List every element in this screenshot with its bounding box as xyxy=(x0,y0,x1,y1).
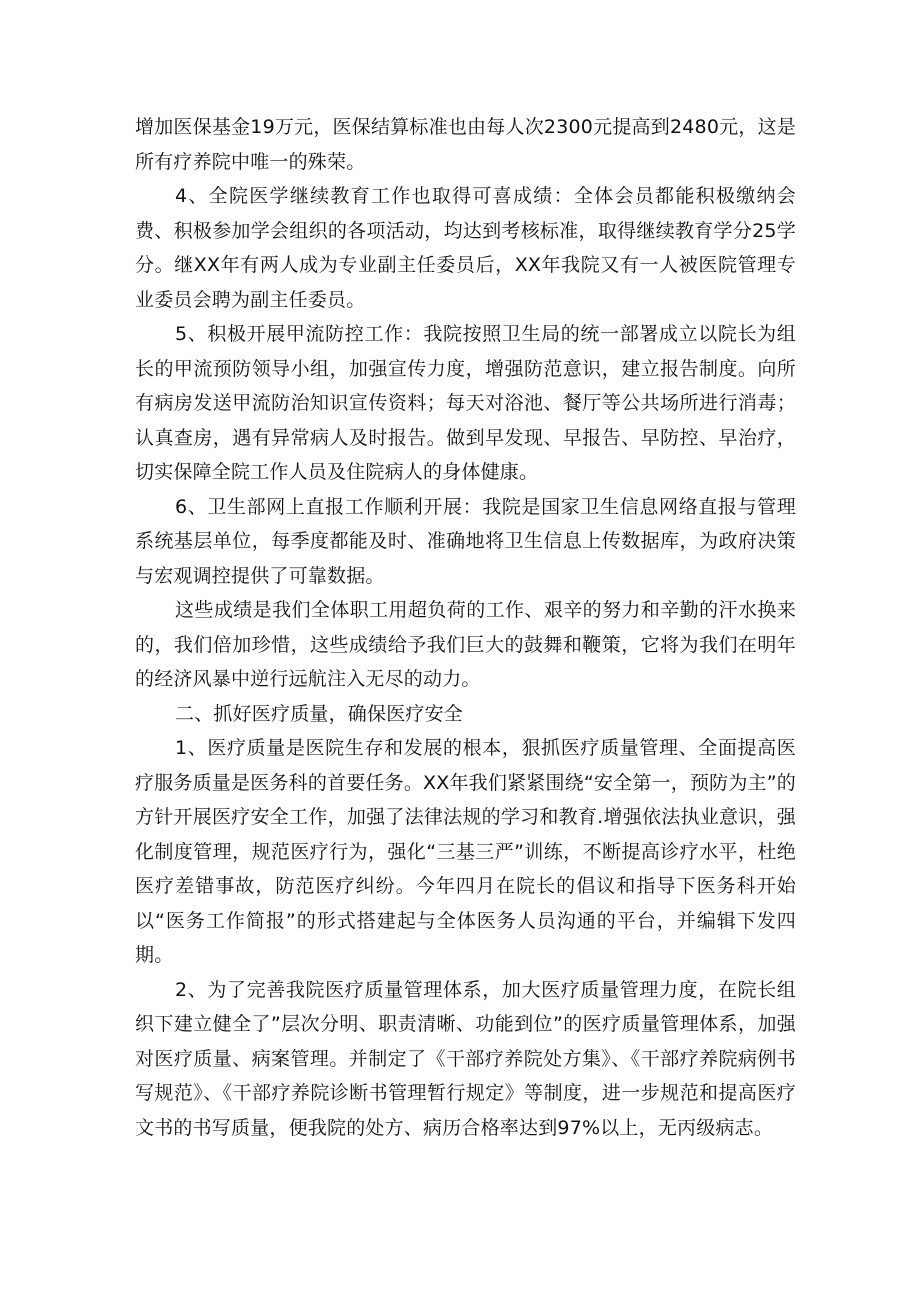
paragraph-item-5-flu-control: 5、积极开展甲流防控工作：我院按照卫生局的统一部署成立以院长为组长的甲流预防领导小组，加强宣传力度，增强防范意识，建立报告制度。向所有病房发送甲流防治知识宣传资料；每天对浴池、餐厅等公共场所进行消毒；认真查房，遇有异常病人及时报告。做到早发现、早报告、早防控、早治疗，切实保障全院工作人员及住院病人的身体健康。 xyxy=(135,323,796,483)
paragraph-continued-insurance: 增加医保基金19万元，医保结算标准也由每人次2300元提高到2480元，这是所有疗养院中唯一的殊荣。 xyxy=(135,116,796,173)
paragraph-quality-item-1: 1、医疗质量是医院生存和发展的根本，狠抓医疗质量管理、全面提高医疗服务质量是医务科的首要任务。XX年我们紧紧围绕“安全第一，预防为主”的方针开展医疗安全工作，加强了法律法规的学习和教育.增强依法执业意识，强化制度管理，规范医疗行为，强化“三基三严”训练，不断提高诊疗水平，杜绝医疗差错事故，防范医疗纠纷。今年四月在院长的倡议和指导下医务科开始以“医务工作简报”的形式搭建起与全体医务人员沟通的平台，并编辑下发四期。 xyxy=(135,737,796,966)
paragraph-item-4-education: 4、全院医学继续教育工作也取得可喜成绩：全体会员都能积极缴纳会费、积极参加学会组织的各项活动，均达到考核标准，取得继续教育学分25学分。继XX年有两人成为专业副主任委员后，XX年我院又有一人被医院管理专业委员会聘为副主任委员。 xyxy=(135,185,796,311)
paragraph-quality-item-2: 2、为了完善我院医疗质量管理体系，加大医疗质量管理力度，在院长组织下建立健全了”层次分明、职责清晰、功能到位”的医疗质量管理体系，加强对医疗质量、病案管理。并制定了《干部疗养院处方集》、《干部疗养院病例书写规范》、《干部疗养院诊断书管理暂行规定》等制度，进一步规范和提高医疗文书的书写质量，便我院的处方、病历合格率达到97%以上，无丙级病志。 xyxy=(135,978,796,1139)
paragraph-achievements-summary: 这些成绩是我们全体职工用超负荷的工作、艰辛的努力和辛勤的汗水换来的，我们倍加珍惜，这些成绩给予我们巨大的鼓舞和鞭策，它将为我们在明年的经济风暴中逆行远航注入无尽的动力。 xyxy=(135,599,796,690)
section-heading-medical-quality: 二、抓好医疗质量，确保医疗安全 xyxy=(175,702,464,725)
paragraph-item-6-direct-report: 6、卫生部网上直报工作顺利开展：我院是国家卫生信息网络直报与管理系统基层单位，每季度都能及时、准确地将卫生信息上传数据库，为政府决策与宏观调控提供了可靠数据。 xyxy=(135,495,796,587)
